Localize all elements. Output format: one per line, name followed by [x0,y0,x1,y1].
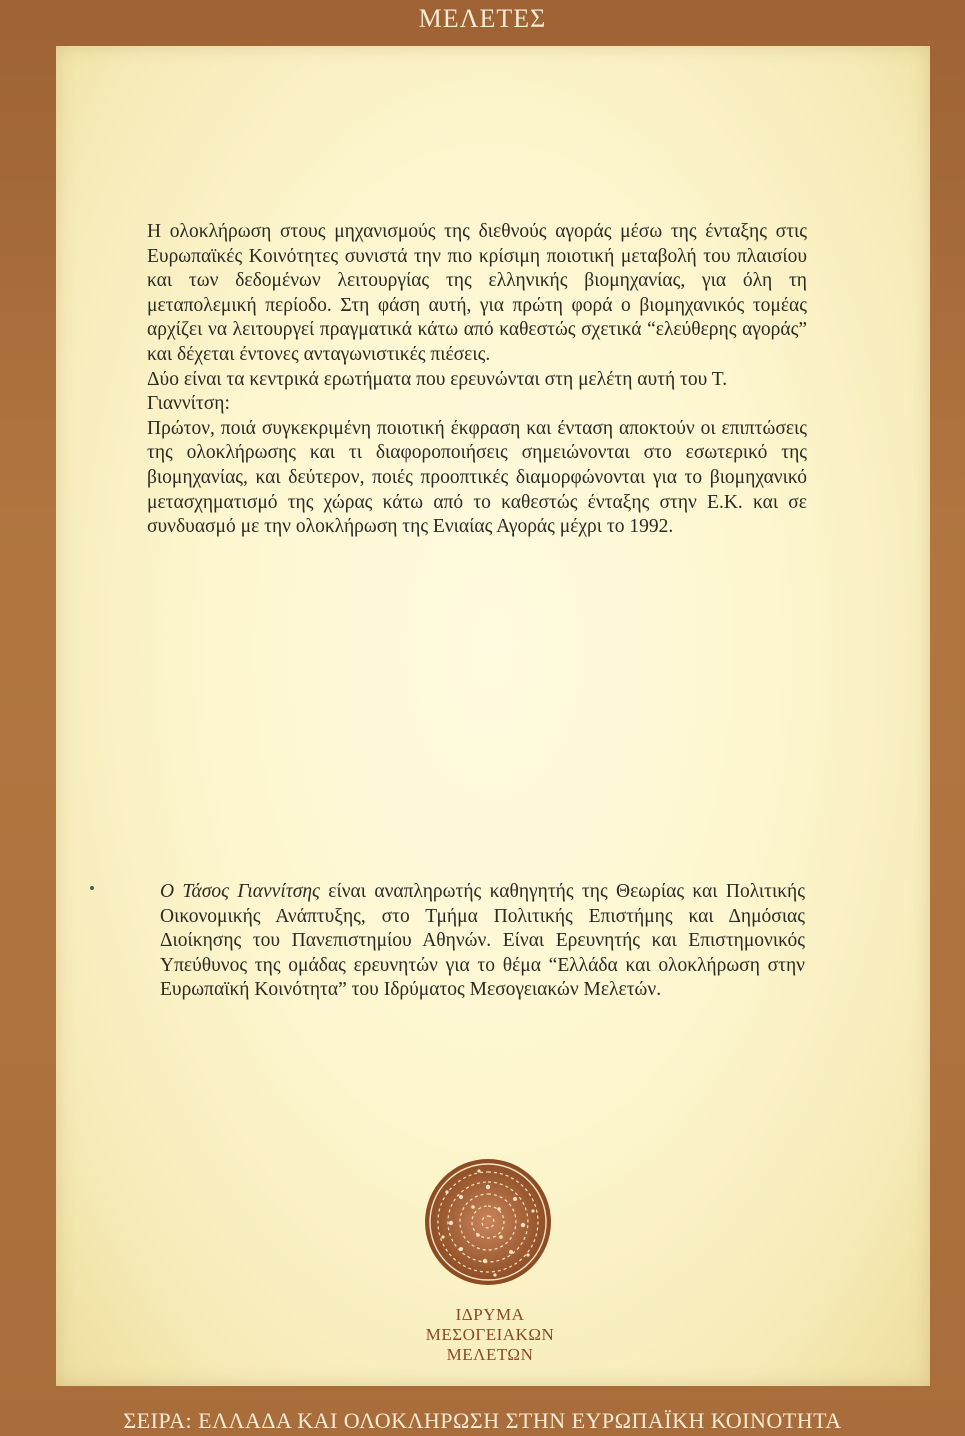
abstract-paragraph: Η ολοκλήρωση στους μηχανισμούς της διεθνούς αγοράς μέσω της ένταξης στις Ευρωπαϊκές Κοινότητες συνιστά την πιο κρίσιμη ποιοτική μεταβολή του πλαισίου και των δεδομένων λειτουργίας της ελληνικής βιομηχανίας, για όλη τη μεταπολεμική περίοδο. Στη φάση αυτή, για πρώτη φορά ο βιομηχανικός τομέας αρχίζει να λειτουργεί πραγματικά κάτω από καθεστώς σχετικά “ελεύθερης αγοράς” και δέχεται έντονες ανταγωνιστικές πιέσεις. [147,221,807,365]
author-name: Ο Τάσος Γιαννίτσης [160,881,320,902]
author-bio-text: είναι αναπληρωτής καθηγητής της Θεωρίας και Πολιτικής Οικονομικής Ανάπτυξης, στο Τμήμα Πολιτικής Επιστήμης και Δημόσιας Διοίκησης του Πανεπιστημίου Αθηνών. Είναι Ερευνητής και Επιστημονικός Υπεύθυνος της ομάδας ερευνητών για το θέμα “Ελλάδα και ολοκλήρωση στην Ευρωπαϊκή Κοινότητα” του Ιδρύματος Μεσογειακών Μελετών. [160,881,805,1001]
abstract-paragraph: Πρώτον, ποιά συγκεκριμένη ποιοτική έκφραση και ένταση αποκτούν οι επιπτώσεις της ολοκλήρωσης και τι διαφοροποιήσεις σημειώνονται στο εσωτερικό της βιομηχανίας, και δεύτερον, ποιές προοπτικές διαμορφώνονται για το βιομηχανικό μετασχηματισμό της χώρας κάτω από το καθεστώς ένταξης στην Ε.Κ. και σε συνδυασμό με την ολοκλήρωση της Ενιαίας Αγοράς μέχρι το 1992. [147,417,807,538]
author-bio [160,880,805,1003]
phaistos-disc-icon [423,1157,553,1287]
print-speck [90,886,94,890]
publisher-line: ΙΔΡΥΜΑ [455,1305,525,1324]
abstract-paragraph: Δύο είναι τα κεντρικά ερωτήματα που ερευνώνται στη μελέτη αυτή του Τ. Γιαννίτση: [147,368,728,415]
publisher-name [380,1305,600,1365]
publisher-line: ΜΕΛΕΤΩΝ [446,1345,534,1364]
publisher-line: ΜΕΣΟΓΕΙΑΚΩΝ [425,1325,555,1344]
abstract-text [147,220,807,540]
series-title-bottom: ΣΕΙΡΑ: ΕΛΛΑΔΑ ΚΑΙ ΟΛΟΚΛΗΡΩΣΗ ΣΤΗΝ ΕΥΡΩΠΑΪΚΗ ΚΟΙΝΟΤΗΤΑ [123,1408,842,1433]
series-title-top: ΜΕΛΕΤΕΣ [418,4,547,33]
